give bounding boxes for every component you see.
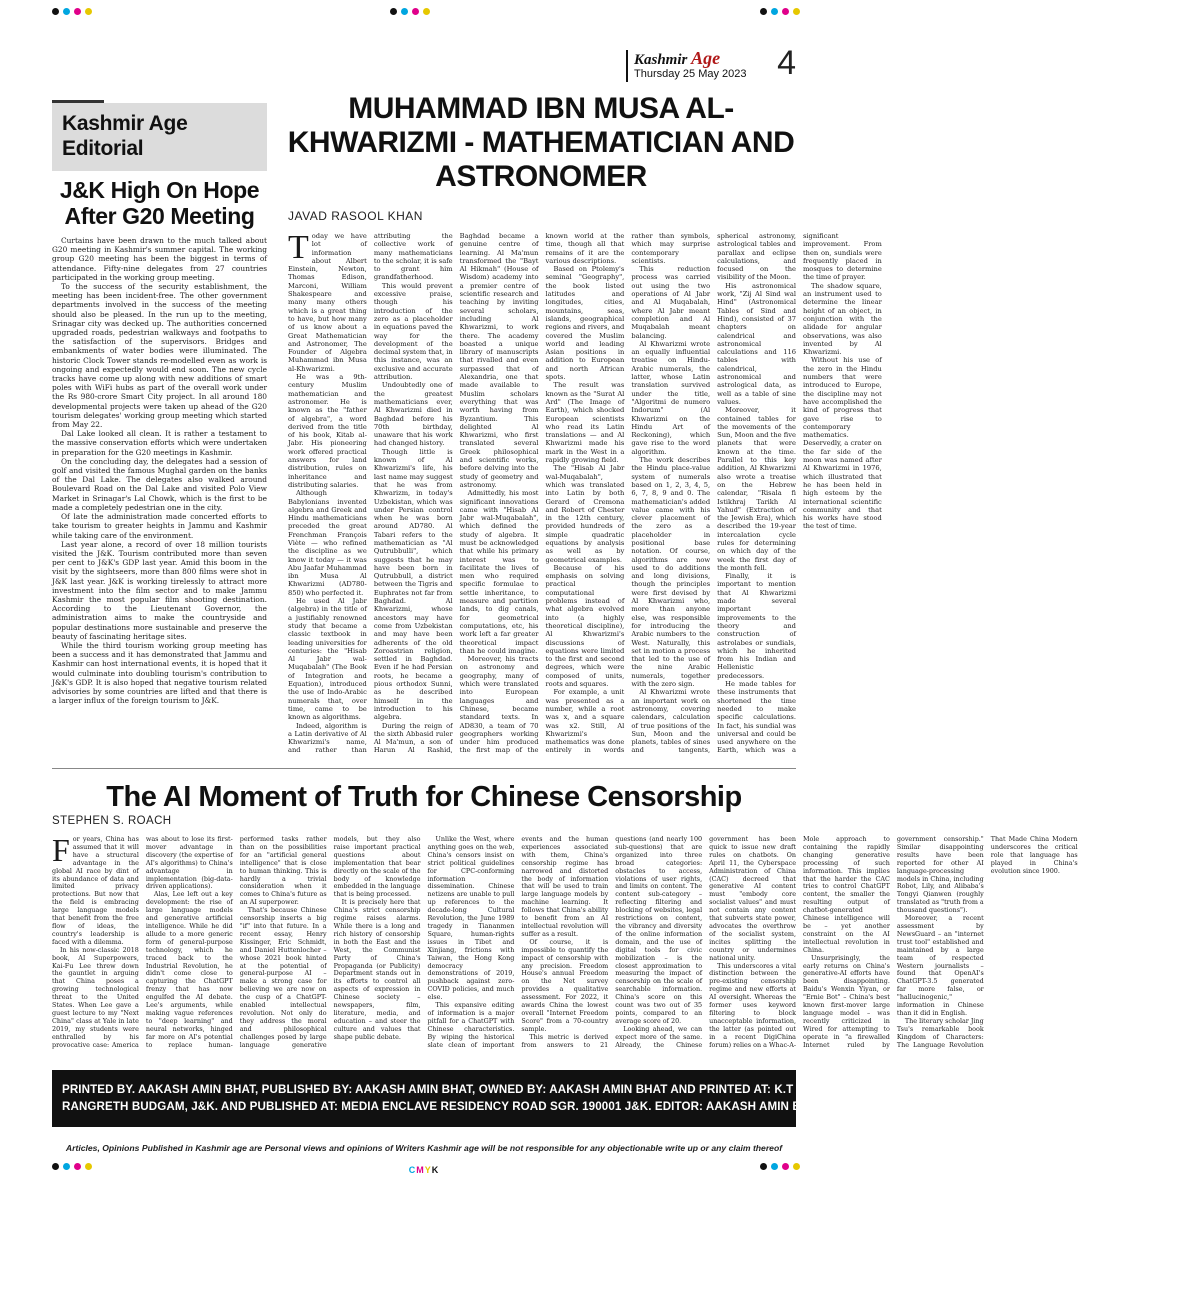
reg-dots-bottom-left	[52, 1163, 92, 1170]
editorial-label-box	[52, 103, 267, 171]
khwarizmi-article-title: MUHAMMAD IBN MUSA AL-KHWARIZMI - MATHEMATICIAN AND ASTRONOMER	[287, 92, 795, 193]
khwarizmi-paragraph: The work describes the Hindu place-value system of numerals based on 1, 2, 3, 4, 5, 6, 7, 8, 9 and 0. The mathematician's added value came with his clever placement of the zero as a placeholder in positional base notation. Of course, algorithms are now used to do additions and long divisions, though the principles were first devised by Al Khwarizmi who, more than anyone else, was responsible for introducing the Arabic numbers to the West. Naturally, this set in motion a process that led to the use of the nine Arabic numerals, together with the zero sign.	[631, 456, 711, 689]
ai-article-paragraph: This underscores a vital distinction between the pre-existing censorship regime and new efforts at AI oversight. Whereas the former uses keyword filtering to block unacceptable information, the latter (as pointed out in a recent DigiChina forum) relies on a Whac-A-Mole approach to containing the rapidly changing generative processing of such information. This implies that the harder the CAC tries to control ChatGPT content, the smaller the resulting output of chatbot-generated Chinese intelligence will be – yet another constraint on the AI intellectual revolution in China.	[709, 835, 890, 1049]
khwarizmi-dropcap: T	[288, 229, 309, 266]
khwarizmi-lead-text: oday we have lot of information about Albert Einstein, Newton, Thomas Edison, Marconi, William Shakespeare and many many others which is a great thing to have, but how many of us know about a Great Mathematician and Astronomer, The Founder of Algebra Muhammad ibn Musa al-Khwarizmi.	[288, 232, 367, 373]
cmyk-mark	[409, 1165, 440, 1175]
section-divider	[52, 768, 796, 769]
ai-article-paragraph: In his now-classic 2018 book, AI Superpowers, Kai-Fu Lee threw down the gauntlet in arguing that China poses a growing technological threat to the United States. When Lee gave a guest lecture to my "Next China" class at Yale in late 2019, my students were enthralled by his provocative case: America was about to lose its first-mover advantage in discovery (the expertise of AI's algorithms) to China's advantage in implementation (big-data-driven applications).	[52, 835, 233, 1049]
khwarizmi-paragraph: The shadow square, an instrument used to determine the linear height of an object, in conjunction with the alidade for angular observations, was also invented by Al Khwarizmi.	[802, 281, 882, 357]
khwarizmi-paragraph: The "Hisab Al Jabr wal-Muqabalah", which was translated into Latin by both Gerard of Cremona and Robert of Chester in the 12th century, provided hundreds of simple quadratic equations by analysis as well as by geometrical examples.	[545, 464, 625, 564]
khwarizmi-paragraph: Though little is known of Al Khwarizmi's life, his last name may suggest that he was from Khwarizm, in today's Uzbekistan, which was under Persian control when he was born around AD780. Al Tabari refers to the mathematician as "Al Qutrubbulli", which suggests that he may have been born in Qutrubbull, a district between the Tigris and Euphrates not far from Baghdad. Al Khwarizmi, whose ancestors may have come from Uzbekistan and may have been adherents of the old Zoroastrian religion, settled in Baghdad. Even if he had Persian roots, he became a pious orthodox Sunni, as he described himself in the introduction to his algebra.	[373, 447, 453, 722]
khwarizmi-paragraph: Based on Ptolemy's seminal "Geography", the book listed latitudes and longitudes, cities, mountains, seas, islands, geographical regions and rivers, and covered the Muslim world and leading Asian positions in addition to European and north African spots.	[545, 265, 625, 382]
issue-date: Thursday 25 May 2023	[634, 68, 747, 80]
editorial-paragraph: Of late the administration made concerted efforts to take tourism to greater heights in Jammu and Kashmir while taking care of the environment.	[52, 512, 267, 540]
khwarizmi-paragraph: Although Babylonians invented algebra and Greek and Hindu mathematicians preceded the great Frenchman François Viète — who refined the discipline as we know it today — it was Abu Jaafar Muhammad ibn Musa Al Khwarizmi (AD780-850) who perfected it.	[288, 489, 367, 597]
editorial-paragraph: Dal Lake looked all clean. It is rather a testament to the massive conservation efforts which were undertaken in preparation for the G20 meetings in Kashmir.	[52, 429, 267, 457]
khwarizmi-paragraph: Admittedly, his most significant innovations came with "Hisab Al Jabr wal-Muqabalah", which defined the study of algebra. It must be acknowledged that while his primary interest was to facilitate the lives of men who required specific formulae to settle inheritance, to measure and partition lands, to dig canals, for geometrical computations, etc, his work left a far greater theoretical impact than he could imagine.	[459, 489, 539, 655]
ai-article-paragraph: Alas, Lee left out a key development: the rise of large language models and generative artificial intelligence. While he did allude to a more generic form of general-purpose technology, which he traced back to the Industrial Revolution, he didn't come close to capturing the ChatGPT frenzy that has now engulfed the AI debate. Lee's arguments, while making vague references to "deep learning" and neural networks, hinged far more on AI's potential to replace human-performed tasks rather than on the possibilities for an "artificial general intelligence" that is close to human thinking. This is hardly a trivial consideration when it comes to China's future as an AI superpower.	[145, 835, 327, 1049]
khwarizmi-paragraph: His astronomical work, "Zij Al Sind wal Hind" (Astronomical Tables of Sind and Hind), consisted of 37 chapters on calendrical and astronomical calculations and 116 tables with calendrical, astronomical and astrological data, as well as a table of sine values.	[717, 281, 796, 406]
ai-article-paragraph: It is precisely here that China's strict censorship regime raises alarms. While there is a long and rich history of censorship in both the East and the West, the Communist Party of China's Propaganda (or Publicity) Department stands out in its efforts to control all aspects of expression in Chinese society – newspapers, film, literature, media, and education – and steer the culture and values that shape public debate.	[333, 898, 421, 1041]
khwarizmi-paragraph: Finally, it is important to mention that Al Khwarizmi made several important improvements to the theory and construction of astrolabes or sundials, which he inherited from his Indian and Hellenistic predecessors.	[717, 572, 796, 680]
editorial-headline: J&K High On Hope After G20 Meeting	[59, 177, 260, 229]
ai-dropcap: F	[52, 832, 70, 868]
khwarizmi-paragraph: This reduction process was carried out using the two operations of Al Jabr and Al Muqabalah, where Al Jabr meant completion and Al Muqabalah meant balancing.	[631, 265, 711, 340]
disclaimer-text: Articles, Opinions Published in Kashmir age are Personal views and opinions of Writers Kashmir age will be not responsible for any objectionable write up or any claim thereof	[65, 1143, 783, 1153]
khwarizmi-first-paragraph	[288, 229, 367, 373]
ai-article-paragraph: Of course, it is impossible to quantify the impact of censorship with any precision. Freedom House's annual Freedom on the Net survey provides a qualitative assessment. For 2022, it awards China the lowest overall "Internet Freedom Score" from a 70-country sample.	[521, 937, 609, 1033]
ai-article-paragraph: This metric is derived from answers to 21 questions (and nearly 100 sub-questions) that are organized into three broad categories: obstacles to access, violations of user rights, and limits on content. The content sub-category – reflecting filtering and blocking of websites, legal restrictions on content, the vibrancy and diversity of the online information domain, and the use of digital tools for civic mobilization – is the closest approximation to measuring the impact of censorship on the scale of searchable information. China's score on this count was two out of 35 points, compared to an average score of 20.	[521, 835, 703, 1049]
cmyk-k: K	[431, 1165, 440, 1175]
print-line-imprint	[52, 1070, 1180, 1127]
reg-dots-right	[760, 8, 800, 15]
khwarizmi-paragraph: Because of his emphasis on solving practical computational problems instead of what algebra evolved into (a highly theoretical discipline), Al Khwarizmi's discussions of equations were limited to the first and second degrees, which were composed of units, roots and squares.	[545, 563, 625, 689]
editorial-column	[52, 103, 267, 760]
editorial-paragraph: On the concluding day, the delegates had a session of golf and visited the famous Mughal garden on the banks of the Dal Lake. The delegates also walked around Boulevard Road on the Dal Lake and visited Polo View Market in Srinagar's Lal Chowk, which is the first to be made a completely pedestrian one in the city.	[52, 456, 267, 512]
ai-article-paragraph: Unsurprisingly, the early returns on China's generative-AI efforts have been disappointing. Baidu's Wenxin Yiyan, or "Ernie Bot" – China's best known first-mover large language model – was recently criticized in Wired for attempting to operate in "a firewalled Internet ruled by government censorship." Similar disappointing results have been reported for other AI language-processing models in China, including Robot, Lily, and Alibaba's Tongyi Qianwen (roughly translated as "truth from a thousand questions").	[803, 835, 984, 1049]
ai-lead-text: or years, China has assumed that it will have a structural advantage in the global AI race by dint of its abundance of data and limited privacy protections. But now that the field is embracing large language models that benefit from the free flow of ideas, the country's leadership is faced with a dilemma.	[52, 835, 139, 946]
khwarizmi-paragraph: Moreover, his tracts on astronomy and geography, many of which were translated into European languages and Chinese, became standard texts. In AD830, a team of 70 geographers working under him produced the first map of the known world at the time, though all that remains of it are the various descriptions.	[459, 232, 625, 755]
editorial-paragraph: Curtains have been drawn to the much talked about G20 meeting in Kashmir's summer capital. The working group G20 meeting has been the biggest in terms of attendance. Fifty-nine delegates from 27 countries participated in the working group meeting.	[52, 236, 267, 282]
editorial-paragraph: To the success of the security establishment, the meeting has been incident-free. The other government departments involved in the success of the meeting should also be pleased. In the run up to the meeting, Srinagar city was decked up. The authorities concerned upgraded roads, pedestrian walkways and footpaths to the satisfaction of the supervisors. Bridges and embankments of water bodies were illuminated. The historic Clock Tower stands re-modelled even as work is ongoing and expectedly would end soon. The new cycle tracks have come up along with new additions of smart poles with WiFi hubs as part of the overall work under the Rs 980-crore Smart City project. In all around 180 developmental projects were taken up ahead of the G20 tourism delegates' working group meeting which started from May 22.	[52, 282, 267, 430]
editorial-section-label: Kashmir Age Editorial	[62, 112, 188, 160]
khwarizmi-paragraph: Indeed, algorithm is a Latin derivative of Al Khwarizmi's name, and rather than attributing the collective work of many mathematicians to the scholar, it is safe to grant him grandfatherhood.	[288, 232, 453, 755]
cmyk-c: C	[408, 1165, 417, 1175]
imprint-line-1: PRINTED BY. AAKASH AMIN BHAT, PUBLISHED BY: AAKASH AMIN BHAT, OWNED BY: AAKASH AMIN BHAT AND PRINTED AT: K.T PRESS PVT. LTD.120- ELECTRONIC COMPLEX INDUSTRIAL ESTATE	[62, 1083, 1180, 1096]
logo-age: Age	[691, 48, 721, 68]
ai-article-paragraph: Unlike the West, where anything goes on the web, China's censors insist on strict political guidelines for CPC-conforming information dissemination. Chinese netizens are unable to pull up references to the decade-long Cultural Revolution, the June 1989 tragedy in Tiananmen Square, human-rights issues in Tibet and Xinjiang, frictions with Taiwan, the Hong Kong democracy demonstrations of 2019, pushback against zero-COVID policies, and much else.	[427, 835, 515, 1002]
khwarizmi-paragraph: During the reign of the sixth Abbasid ruler Al Ma'mun, a son of Harun Al Rashid, Baghdad became a genuine centre of learning. Al Ma'mun transformed the "Bayt Al Hikmah" (House of Wisdom) academy into a premier centre of scientific research and teaching by inviting several scholars, including Al Khwarizmi, to work there. The academy boasted a unique library of manuscripts that rivalled and even surpassed that of Alexandria, one that made available to Muslim scholars everything that was worth having from Byzantium. This delighted Al Khwarizmi, who first translated several Greek philosophical and scientific works, before delving into the study of geometry and astronomy.	[373, 232, 539, 755]
khwarizmi-paragraph: The result was known as the "Surat Al Ard" (The Image of Earth), which shocked European scientists who read its Latin translations — and Al Khwarizmi made his mark in the West in a rapidly growing field.	[545, 381, 625, 465]
masthead	[626, 46, 796, 86]
khwarizmi-paragraph: Al Khwarizmi wrote an equally influential treatise on Hindu-Arabic numerals, the latter, whose Latin translation survived under the title, "Algoritmi de numero Indorum" (Al Khwarizmi on the Hindu Art of Reckoning), which gave rise to the word algorithm.	[631, 339, 711, 456]
masthead-rule	[626, 50, 628, 82]
khwarizmi-article-body	[288, 229, 882, 762]
khwarizmi-paragraph: For example, a unit was presented as a number, while a root was x, and a square was x2. Still, Al Khwarizmi's mathematics was done entirely in words rather than symbols, which may surprise contemporary scientists.	[545, 232, 711, 755]
reg-dots-bottom-right	[760, 1163, 800, 1170]
reg-dots-center	[390, 8, 430, 15]
khwarizmi-paragraph: Al Khwarizmi wrote an important work on astronomy, covering calendars, calculation of true positions of the Sun, Moon and the planets, tables of sines and tangents, spherical astronomy, astrological tables and parallax and eclipse calculations, and focused on the visibility of the Moon.	[631, 232, 796, 755]
ai-first-paragraph	[52, 832, 139, 947]
khwarizmi-byline: JAVAD RASOOL KHAN	[288, 209, 423, 223]
cmyk-y: Y	[424, 1165, 432, 1175]
editorial-body	[52, 236, 267, 705]
khwarizmi-paragraph: Without his use of the zero in the Hindu numbers that were introduced to Europe, the discipline may not have accomplished the kind of progress that gave rise to contemporary mathematics. Deservedly, a crater on the far side of the moon was named after Al Khwarizmi in 1976, which illustrated that he has been held in high esteem by the international scientific community and that his works have stood the test of time.	[802, 356, 882, 531]
cmyk-m: M	[416, 1165, 425, 1175]
logo-name: Kashmir	[634, 52, 688, 68]
khwarizmi-paragraph: He was a 9th-century Muslim mathematician and astronomer. He is known as the "father of algebra", a word derived from the title of his book, Kitab al-Jabr. His pioneering work offered practical answers for land distribution, rules on inheritance and distributing salaries.	[288, 373, 367, 489]
khwarizmi-paragraph: This would prevent excessive praise, though his introduction of the zero as a placeholder in equations paved the way for the development of the decimal system that, in this instance, was an exclusive and accurate attribution.	[373, 281, 453, 382]
reg-dots-left	[52, 8, 92, 15]
masthead-logo	[634, 48, 720, 69]
khwarizmi-paragraph: Moreover, it contained tables for the movements of the Sun, Moon and the five planets that were known at the time. Parallel to this key addition, Al Khwarizmi also wrote a treatise on the Hebrew calendar, "Risala fi Istikhraj Tarikh Al Yahud" (Extraction of the Jewish Era), which described the 19-year intercalation cycle rules for determining on which day of the week the first day of the month fell.	[717, 406, 796, 572]
ai-article-paragraph: This expansive editing of information is a major pitfall for a ChatGPT with Chinese characteristics. By wiping the historical slate clean of important events and the human experiences associated with them, China's censorship regime has narrowed and distorted the body of information that will be used to train large language models by machine learning. It follows that China's ability to benefit from an AI intellectual revolution will suffer as a result.	[427, 835, 609, 1049]
editorial-paragraph: Last year alone, a record of over 18 million tourists visited the J&K. Tourism contributed more than seven per cent to J&K's GDP last year. Amid this boom in the visit by the sightseers, more than 800 films were shot in J&K last year. J&K is working tirelessly to attract more investment into the film sector and to make Jammu Kashmir the most popular film shooting destination. According to the Lieutenant Governor, the administration aims to make the countryside and popular destinations more sustainable and preserve the beauty of fascinating heritage sites.	[52, 539, 267, 641]
ai-article-paragraph: That's because Chinese censorship inserts a big "if" into that future. In a recent essay, Henry Kissinger, Eric Schmidt, and Daniel Huttenlocher – whose 2021 book hinted at the potential of general-purpose AI – make a strong case for believing we are now on the cusp of a ChatGPT-enabled intellectual revolution. Not only do they address the moral and philosophical challenges posed by large language generative models, but they also raise important practical questions about implementation that bear directly on the scale of the body of knowledge embedded in the language that is being processed.	[239, 835, 421, 1049]
ai-article-body	[52, 832, 1078, 1056]
ai-article-paragraph: Moreover, a recent assessment by NewsGuard – an "internet trust tool" established and maintained by a large team of respected Western journalists – found that OpenAI's ChatGPT-3.5 generated far more false, or "hallucinogenic," information in Chinese than it did in English.	[896, 914, 984, 1017]
ai-article-title: The AI Moment of Truth for Chinese Censorship	[106, 781, 742, 813]
ai-article-byline: STEPHEN S. ROACH	[52, 815, 172, 827]
imprint-line-2: RANGRETH BUDGAM, J&K. AND PUBLISHED AT: MEDIA ENCLAVE RESIDENCY ROAD SGR. 190001 J&K. EDITOR: AAKASH AMIN BHAT, JKENG/2006/23952	[62, 1100, 936, 1113]
editorial-paragraph: While the third tourism working group meeting has been a success and it has demonstrated that Jammu and Kashmir can host international events, it is hoped that it would culminate into doubling tourism's contribution to J&K's GDP. It is also hoped that negative tourism related advisories by some countries are lifted and that there is a larger influx of the foreign tourism to J&K.	[52, 640, 267, 706]
khwarizmi-paragraph: He used Al Jabr (algebra) in the title of a justifiably renowned study that became a classic textbook in leading universities for centuries: the "Hisab Al Jabr wal-Muqabalah" (The Book of Integration and Equation), introduced the use of Indo-Arabic numerals that, over time, came to be known as algorithms.	[288, 597, 367, 722]
khwarizmi-paragraph: Undoubtedly one of the greatest mathematicians ever, Al Khwarizmi died in Baghdad before his 70th birthday, unaware that his work had changed history.	[373, 381, 453, 448]
khwarizmi-paragraph: He made tables for these instruments that shortened the time needed to make specific calculations. In fact, his sundial was universal and could be used anywhere on the Earth, which was a significant improvement. From then on, sundials were frequently placed in mosques to determine the time of prayer.	[717, 232, 882, 755]
ai-article-paragraph: The literary scholar Jing Tsu's remarkable book Kingdom of Characters: The Language Revolution That Made China Modern underscores the critical role that language has played in China's evolution since 1900.	[896, 835, 1078, 1049]
top-registration-marks	[0, 8, 848, 18]
ai-article-paragraph: Looking ahead, we can expect more of the same. Already, the Chinese government has been quick to issue new draft rules on chatbots. On April 11, the Cyberspace Administration of China (CAC) decreed that generative AI content must "embody core socialist values" and must not contain any content that subverts state power, advocates the overthrow of the socialist system, incites splitting the country or undermines national unity.	[615, 835, 796, 1049]
page-number: 4	[777, 44, 796, 82]
